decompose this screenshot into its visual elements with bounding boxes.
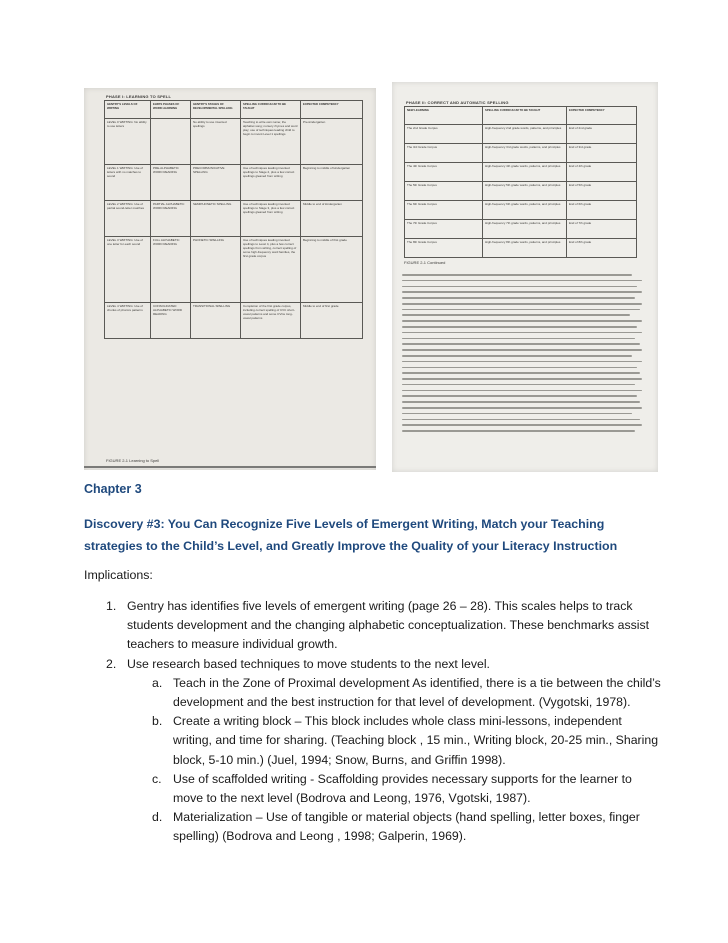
learning-table-header-cell: SPELLING CURRICULUM TO BE TAUGHT <box>241 101 301 119</box>
scan-text-line <box>402 367 637 369</box>
learning-table-cell: Beginning to middle of first grade <box>301 237 363 303</box>
table-row <box>105 303 363 339</box>
table-row <box>405 163 637 182</box>
learning-table-cell: TRANSITIONAL SPELLING <box>191 303 241 339</box>
spelling-table-cell: End of 3rd grade <box>567 144 637 163</box>
learning-table-cell: LEVEL 2 WRITING: Use of partial sound-letter matches <box>105 201 151 237</box>
list-item <box>84 655 664 674</box>
sub-list-marker: a. <box>152 675 163 690</box>
scan-text-line <box>402 390 642 392</box>
learning-table-cell: Use of techniques leading invented spellings to Stage 2, plus a few correct spellings gleaned from writing <box>241 165 301 201</box>
scan-right-title: PHASE II: CORRECT AND AUTOMATIC SPELLING <box>406 100 509 105</box>
sub-list-item <box>84 808 664 846</box>
spelling-table-cell: High-frequency 7th grade words, patterns, and principles <box>483 220 567 239</box>
scan-text-line <box>402 349 642 351</box>
spelling-table-cell: The 5th Grade Corpus <box>405 182 483 201</box>
scan-text-line <box>402 286 637 288</box>
spelling-table-cell: End of 2nd grade <box>567 125 637 144</box>
table-row <box>105 201 363 237</box>
implications-list <box>84 597 664 847</box>
learning-table-header-cell: EXPECTED COMPETENCY <box>301 101 363 119</box>
scan-text-line <box>402 280 642 282</box>
spelling-table-cell: End of 8th grade <box>567 239 637 258</box>
learning-table-cell: FULL ALPHABETIC WORD READING <box>151 237 191 303</box>
learning-table-cell: Use of techniques leading invented spellings to Stage 3, plus a few correct spellings gleaned from writing <box>241 201 301 237</box>
spelling-table-cell: High-frequency 3rd grade words, patterns, and principles <box>483 144 567 163</box>
scan-text-line <box>402 343 640 345</box>
spelling-table-cell: End of 5th grade <box>567 182 637 201</box>
scan-text-line <box>402 314 630 316</box>
spelling-table-cell: High-frequency 8th grade words, patterns, and principles <box>483 239 567 258</box>
scan-text-line <box>402 332 642 334</box>
scan-left-title: PHASE I: LEARNING TO SPELL <box>106 94 172 99</box>
table-row <box>405 220 637 239</box>
sub-list-item-text: Create a writing block – This block includes whole class mini-lessons, independent writing, and time for sharing. (Teaching block , 15 min., Writing block, 20-25 min., Sharing block, 5-10 min.) (Juel, 1994; Snow, Burns, and Griffin 1998). <box>173 714 659 767</box>
scan-left-caption: FIGURE 2-1 Learning to Spell <box>106 458 160 463</box>
sub-list-item <box>84 770 664 808</box>
scan-text-line <box>402 274 632 276</box>
table-row <box>105 165 363 201</box>
spelling-table-header-row <box>405 107 637 125</box>
scan-text-line <box>402 309 640 311</box>
spelling-table-cell: The 3rd Grade Corpus <box>405 144 483 163</box>
spelling-table-cell: End of 6th grade <box>567 201 637 220</box>
learning-table-header-row <box>105 101 363 119</box>
spelling-table-cell: The 4th Grade Corpus <box>405 163 483 182</box>
list-item-text: Use research based techniques to move students to the next level. <box>127 656 490 671</box>
learning-table-cell: No ability to use invented spellings <box>191 119 241 165</box>
spelling-table-header-cell: SPELLING CURRICULUM TO BE TAUGHT <box>483 107 567 125</box>
learning-table-cell: Teaching to write own name; the alphabet song; nursery rhymes and word play; use of techniques leading child to begin to invent Level 1 spellings <box>241 119 301 165</box>
spelling-table-cell: End of 4th grade <box>567 163 637 182</box>
learning-table-header-cell: GENTRY'S STAGES OF DEVELOPMENTAL SPELLING <box>191 101 241 119</box>
scan-text-line <box>402 395 637 397</box>
sub-list-marker: c. <box>152 771 162 786</box>
list-marker: 2. <box>106 656 117 671</box>
learning-table-cell: LEVEL 3 WRITING: Use of one letter for each sound <box>105 237 151 303</box>
learning-table-cell: PARTIAL ALPHABETIC WORD READING <box>151 201 191 237</box>
scan-text-line <box>402 338 635 340</box>
learning-table-cell: LEVEL 4 WRITING: Use of chunks of phonics patterns <box>105 303 151 339</box>
learning-table-cell: LEVEL 0 WRITING: No ability to use letters <box>105 119 151 165</box>
table-row <box>405 239 637 258</box>
correct-spelling-table <box>404 106 637 258</box>
scan-text-line <box>402 413 632 415</box>
spelling-table-header-cell: EXPECTED COMPETENCY <box>567 107 637 125</box>
spelling-table-cell: The 2nd Grade Corpus <box>405 125 483 144</box>
spelling-table-cell: The 7th Grade Corpus <box>405 220 483 239</box>
learning-table-cell: SEMIPHONETIC SPELLING <box>191 201 241 237</box>
table-row <box>105 119 363 165</box>
learning-table-cell: Use of techniques leading invented spellings to Level 4, plus a few correct spellings from writing, correct spelling of some high-frequency word families, the first grade corpus <box>241 237 301 303</box>
list-item-text: Gentry has identifies five levels of emergent writing (page 26 – 28). This scales helps to track students development and the changing alphabetic conceptualization. These benchmarks assist teachers to measure individual growth. <box>127 599 650 652</box>
spelling-table-cell: The 8th Grade Corpus <box>405 239 483 258</box>
spelling-table-cell: End of 7th grade <box>567 220 637 239</box>
scan-text-line <box>402 326 637 328</box>
scan-text-line <box>402 355 632 357</box>
list-marker: 1. <box>106 599 117 613</box>
scan-text-line <box>402 384 635 386</box>
table-row <box>405 125 637 144</box>
scan-text-line <box>402 378 642 380</box>
learning-table-cell: Completion of the first grade corpus, including correct spelling of CVC short-vowel patterns and some CVCe long-vowel patterns <box>241 303 301 339</box>
spelling-table-cell: The 6th Grade Corpus <box>405 201 483 220</box>
sub-list-item <box>84 674 664 712</box>
spelling-table-cell: High-frequency 2nd grade words, patterns, and principles <box>483 125 567 144</box>
learning-table-cell: Middle to end of first grade <box>301 303 363 339</box>
scan-text-line <box>402 291 642 293</box>
spelling-table-cell: High-frequency 6th grade words, patterns, and principles <box>483 201 567 220</box>
scan-text-line <box>402 407 642 409</box>
table-row <box>105 237 363 303</box>
scan-text-line <box>402 419 640 421</box>
learning-table-cell: Middle to end of kindergarten <box>301 201 363 237</box>
scanned-figure-correct-spelling <box>392 82 658 472</box>
list-item <box>84 597 664 655</box>
learning-table-cell: LEVEL 1 WRITING: Use of letters with no matches to sound <box>105 165 151 201</box>
scan-text-line <box>402 424 642 426</box>
sub-list-marker: b. <box>152 714 163 729</box>
implications-label: Implications: <box>84 568 153 582</box>
spelling-table-header-cell: NEW LEARNING <box>405 107 483 125</box>
learning-table-cell <box>151 119 191 165</box>
learning-table-cell: Pre-kindergarten <box>301 119 363 165</box>
sub-list-item-text: Use of scaffolded writing - Scaffolding provides necessary supports for the learner to move to the next level (Bodrova and Leong, 1976, Vgotski, 1987). <box>173 771 632 806</box>
learning-table-cell: Beginning to middle of kindergarten <box>301 165 363 201</box>
sub-list-item-text: Teach in the Zone of Proximal development As identified, there is a tie between the child’s development and the best instruction for that level of development. (Vygotski, 1978). <box>173 675 661 710</box>
scanned-figure-learning-to-spell <box>84 88 376 470</box>
learning-to-spell-table <box>104 100 363 339</box>
scan-text-line <box>402 297 635 299</box>
scan-text-line <box>402 303 642 305</box>
scan-text-line <box>402 320 642 322</box>
chapter-heading: Chapter 3 <box>84 482 142 496</box>
scan-divider-line <box>84 466 376 468</box>
scan-text-line <box>402 430 635 432</box>
learning-table-header-cell: GENTRY'S LEVELS OF WRITING <box>105 101 151 119</box>
discovery-heading: Discovery #3: You Can Recognize Five Levels of Emergent Writing, Match your Teaching strategies to the Child’s Level, and Greatly Improve the Quality of your Literacy Instruction <box>84 517 618 553</box>
learning-table-cell: CONSOLIDATED ALPHABETIC WORD READING <box>151 303 191 339</box>
scan-illegible-paragraph <box>402 274 642 436</box>
sub-list-item-text: Materialization – Use of tangible or material objects (hand spelling, letter boxes, finger spelling) (Bodrova and Leong , 1998; Galperin, 1969). <box>173 810 640 844</box>
table-row <box>405 144 637 163</box>
learning-table-cell: PHONETIC SPELLING <box>191 237 241 303</box>
learning-table-header-cell: EHRI'S PHASES OF WORD LEARNING <box>151 101 191 119</box>
scan-text-line <box>402 361 642 363</box>
learning-table-cell: PRE-ALPHABETIC WORD READING <box>151 165 191 201</box>
sub-list-marker: d. <box>152 810 163 825</box>
sub-list-item <box>84 712 664 770</box>
scan-right-caption: FIGURE 2-1 Continued <box>404 260 446 265</box>
learning-table-cell: PRECOMMUNICATIVE SPELLING <box>191 165 241 201</box>
spelling-table-cell: High-frequency 5th grade words, patterns, and principles <box>483 182 567 201</box>
scan-text-line <box>402 401 640 403</box>
table-row <box>405 201 637 220</box>
scan-text-line <box>402 372 640 374</box>
spelling-table-cell: High-frequency 4th grade words, patterns, and principles <box>483 163 567 182</box>
table-row <box>405 182 637 201</box>
